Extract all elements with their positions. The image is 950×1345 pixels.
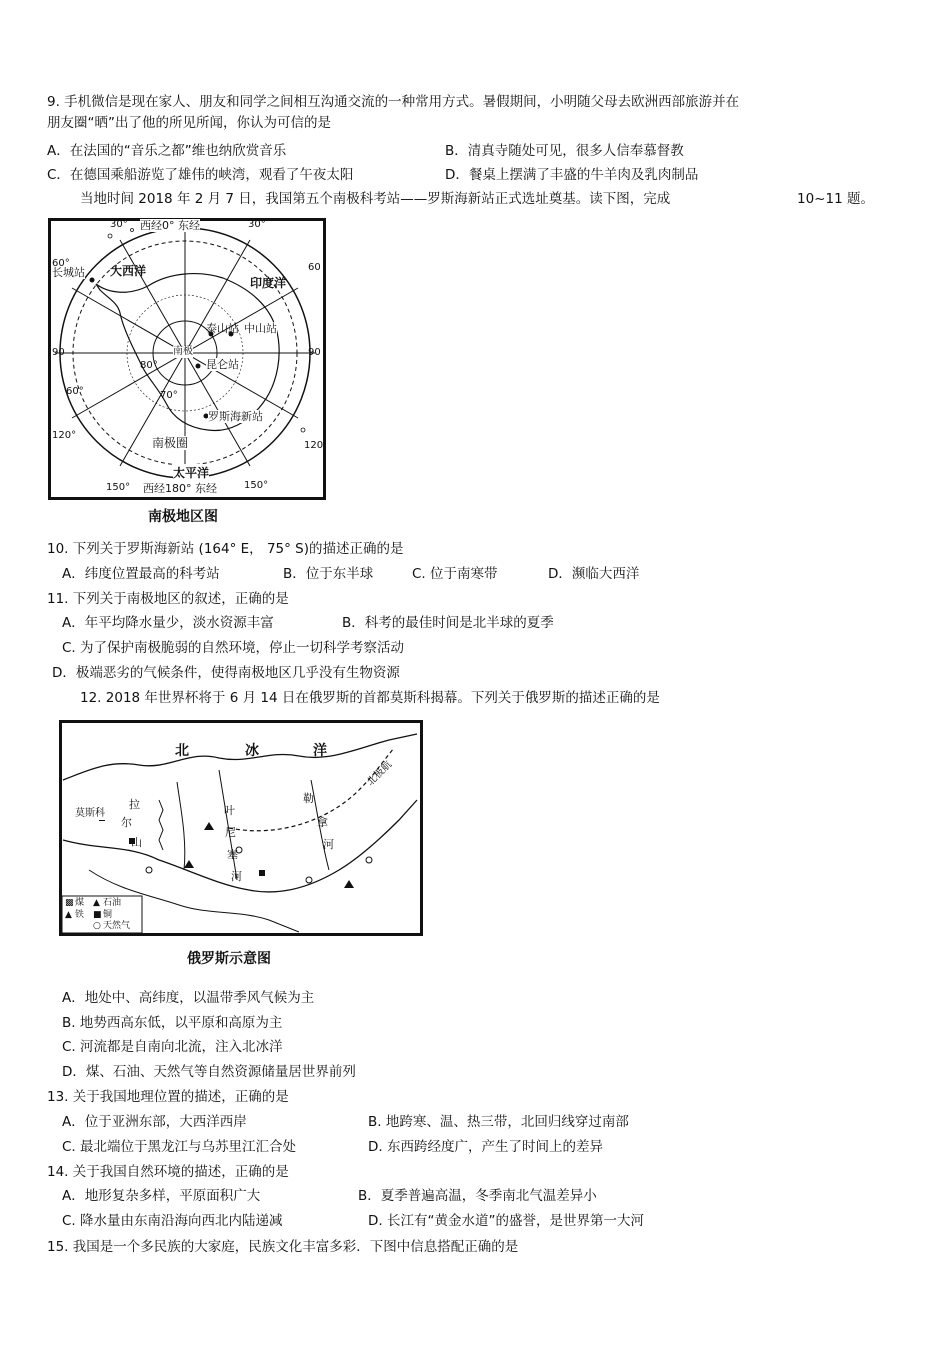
map-label-bottom-lon: 西经180° 东经 [143, 482, 217, 495]
q12-option-b: B. 地势西高东低，以平原和高原为主 [62, 1015, 283, 1031]
q11-option-d: D．极端恶劣的气候条件，使得南极地区几乎没有生物资源 [52, 665, 400, 681]
russia-label-na: 拿 [317, 816, 328, 829]
antarctic-map-title: 南极地区图 [148, 509, 218, 525]
legend-gas: 天然气 [103, 921, 131, 931]
q15-stem: 15. 我国是一个多民族的大家庭，民族文化丰富多彩．下图中信息搭配正确的是 [47, 1239, 519, 1255]
q14-option-a: A．地形复杂多样，平原面积广大 [62, 1188, 261, 1204]
q13-option-c: C. 最北端位于黑龙江与乌苏里江汇合处 [62, 1139, 297, 1155]
russia-label-moscow: 莫斯科 [75, 808, 105, 819]
russia-label-he2: 河 [323, 838, 334, 851]
q9-option-d: D．餐桌上摆满了丰盛的牛羊肉及乳肉制品 [445, 167, 699, 183]
q10-stem: 10. 下列关于罗斯海新站 (164° E， 75° S)的描述正确的是 [47, 541, 404, 557]
map-label-top-lon: 西经0° 东经 [140, 219, 200, 232]
q11-option-a: A．年平均降水量少，淡水资源丰富 [62, 615, 274, 631]
russia-label-route: 北极航 [365, 759, 395, 789]
q10-option-c: C. 位于南寒带 [412, 566, 498, 582]
map-label-rosshai: 罗斯海新站 [208, 410, 263, 423]
russia-label-bing: 冰 [245, 743, 259, 759]
map-label-deg60c: 60° [66, 386, 84, 397]
intro-10-11-range: 10~11 题。 [797, 191, 874, 207]
map-label-deg120a: 120° [52, 430, 77, 441]
legend-iron-icon: ▲ [65, 910, 72, 920]
q12-option-c: C. 河流都是自南向北流，注入北冰洋 [62, 1039, 283, 1055]
map-label-deg30a: 30° [110, 219, 128, 230]
russia-label-sai: 塞 [227, 848, 238, 861]
q10-option-a: A．纬度位置最高的科考站 [62, 566, 220, 582]
map-label-changcheng: 长城站 [52, 266, 85, 279]
q13-option-d: D. 东西跨经度广，产生了时间上的差异 [368, 1139, 603, 1155]
russia-label-ye: 叶 [224, 804, 235, 817]
map-label-deg60a: 60° [52, 258, 70, 269]
q9-option-b: B．清真寺随处可见，很多人信奉慕督教 [445, 143, 684, 159]
map-label-deg70: 70° [160, 390, 178, 401]
russia-label-ni: 尼 [225, 826, 236, 839]
q12-option-a: A．地处中、高纬度，以温带季风气候为主 [62, 990, 315, 1006]
q10-option-d: D．濒临大西洋 [548, 566, 640, 582]
legend-copper: 铜 [103, 910, 113, 920]
q9-option-c: C．在德国乘船游览了雄伟的峡湾，观看了午夜太阳 [47, 167, 354, 183]
legend-oil: 石油 [103, 898, 122, 908]
map-label-deg90b: 90 [308, 347, 321, 358]
q12-option-d: D．煤、石油、天然气等自然资源储量居世界前列 [62, 1064, 356, 1080]
q14-option-b: B．夏季普遍高温，冬季南北气温差异小 [358, 1188, 597, 1204]
q10-option-b: B．位于东半球 [283, 566, 374, 582]
q14-option-c: C. 降水量由东南沿海向西北内陆递减 [62, 1213, 283, 1229]
q11-option-b: B．科考的最佳时间是北半球的夏季 [342, 615, 554, 631]
map-label-kunlun: 昆仑站 [206, 358, 239, 371]
q11-stem: 11. 下列关于南极地区的叙述，正确的是 [47, 591, 289, 607]
map-label-atlantic: 大西洋 [110, 264, 147, 278]
map-label-deg80: 80° [140, 360, 158, 371]
q11-option-c: C. 为了保护南极脆弱的自然环境，停止一切科学考察活动 [62, 640, 405, 656]
map-label-deg60b: 60 [308, 262, 321, 273]
q9-option-a: A．在法国的“音乐之都”维也纳欣赏音乐 [47, 143, 287, 159]
map-label-antarctic-circle: 南极圈 [152, 436, 189, 450]
antarctic-map [48, 218, 326, 500]
russia-map-title: 俄罗斯示意图 [187, 951, 271, 967]
q9-stem-line1: 9. 手机微信是现在家人、朋友和同学之间相互沟通交流的一种常用方式。暑假期间，小明随父母去欧洲西部旅游并在 [47, 94, 740, 110]
russia-map [59, 720, 423, 936]
legend-coal: 煤 [75, 898, 85, 908]
intro-10-11-text: 当地时间 2018 年 2 月 7 日，我国第五个南极科考站——罗斯海新站正式选址奠基。读下图，完成 [80, 191, 671, 207]
legend-gas-icon: ○ [93, 921, 101, 931]
russia-label-shan: 山 [131, 836, 142, 849]
map-label-south-pole: 南极 [173, 346, 193, 357]
russia-label-bei: 北 [175, 743, 189, 759]
russia-label-he: 河 [231, 870, 242, 883]
map-label-pacific: 太平洋 [173, 466, 210, 480]
map-label-deg90a: 90 [52, 347, 65, 358]
q14-option-d: D. 长江有“黄金水道”的盛誉，是世界第一大河 [368, 1213, 644, 1229]
map-label-deg120b: 120 [304, 440, 324, 451]
legend-iron: 铁 [75, 910, 85, 920]
map-label-taishan: 泰山站 [206, 322, 239, 335]
map-label-zhongshan: 中山站 [244, 322, 277, 335]
russia-label-le: 勒 [303, 792, 314, 805]
q9-stem-line2: 朋友圈“晒”出了他的所见所闻，你认为可信的是 [47, 115, 331, 131]
map-label-indian: 印度洋 [250, 276, 287, 290]
russia-label-la: 拉 [129, 798, 140, 811]
legend-oil-icon: ▲ [93, 898, 100, 908]
q12-stem: 12. 2018 年世界杯将于 6 月 14 日在俄罗斯的首都莫斯科揭幕。下列关于俄罗斯的描述正确的是 [80, 690, 660, 706]
q13-option-a: A．位于亚洲东部，大西洋西岸 [62, 1114, 247, 1130]
map-label-deg30b: 30° [248, 219, 266, 230]
map-label-deg150b: 150° [244, 480, 269, 491]
legend-copper-icon: ■ [93, 910, 102, 920]
russia-label-er: 尔 [121, 816, 132, 829]
map-label-deg150a: 150° [106, 482, 131, 493]
russia-label-yang: 洋 [313, 743, 327, 759]
q13-option-b: B. 地跨寒、温、热三带，北回归线穿过南部 [368, 1114, 629, 1130]
q13-stem: 13. 关于我国地理位置的描述，正确的是 [47, 1089, 289, 1105]
q14-stem: 14. 关于我国自然环境的描述，正确的是 [47, 1164, 289, 1180]
legend-coal-icon: ▩ [65, 898, 74, 908]
